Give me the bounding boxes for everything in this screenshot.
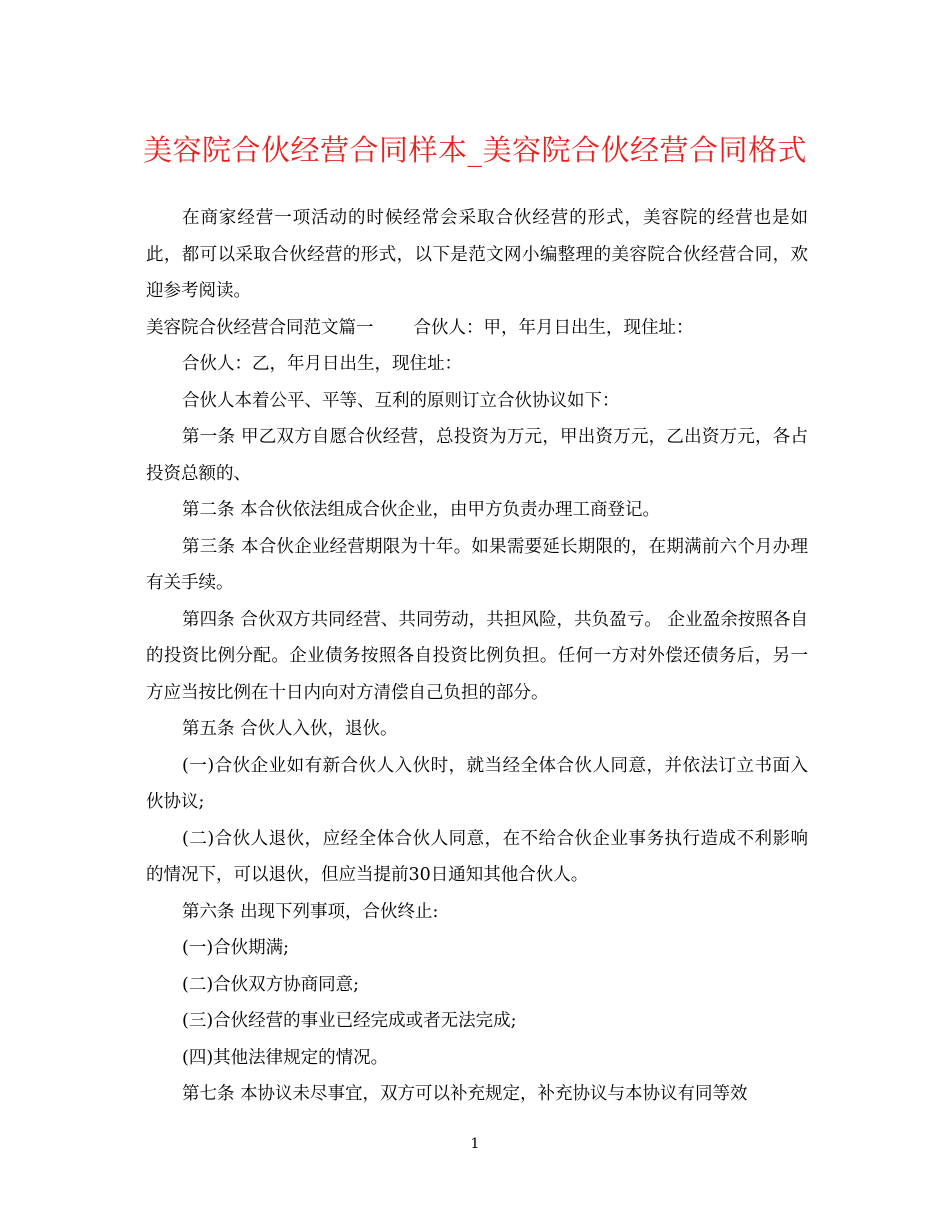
- document-title: 美容院合伙经营合同样本_美容院合伙经营合同格式: [142, 133, 807, 167]
- partner-b-line: 合伙人：乙，年月日出生，现住址：: [182, 354, 462, 374]
- article-5: 第五条 合伙人入伙，退伙。: [182, 719, 398, 739]
- article-5-item-2: (二)合伙人退伙，应经全体合伙人同意，在不给合伙企业事务执行造成不利影响的情况下，可以退伙，但应当提前30日通知其他合伙人。: [146, 828, 808, 885]
- page-number: 1: [470, 1136, 480, 1152]
- article-1: 第一条 甲乙双方自愿合伙经营，总投资为万元，甲出资万元，乙出资万元，各占投资总额的、: [146, 427, 808, 484]
- section-heading: 美容院合伙经营合同范文篇一: [146, 317, 374, 338]
- document-body: [146, 200, 808, 1113]
- intro-paragraph: 在商家经营一项活动的时候经常会采取合伙经营的形式，美容院的经营也是如此，都可以采取合伙经营的形式，以下是范文网小编整理的美容院合伙经营合同，欢迎参考阅读。: [146, 208, 808, 301]
- article-6-item-3: (三)合伙经营的事业已经完成或者无法完成;: [182, 1011, 517, 1031]
- partner-a-line: 合伙人：甲，年月日出生，现住址：: [413, 317, 694, 338]
- article-6-item-1: (一)合伙期满;: [182, 938, 290, 958]
- article-6-item-4: (四)其他法律规定的情况。: [182, 1047, 389, 1068]
- preamble-paragraph: 合伙人本着公平、平等、互利的原则订立合伙协议如下：: [182, 390, 620, 411]
- article-3: 第三条 本合伙企业经营期限为十年。如果需要延长期限的，在期满前六个月办理有关手续。: [146, 536, 808, 593]
- article-6: 第六条 出现下列事项，合伙终止:: [182, 901, 439, 922]
- article-6-item-2: (二)合伙双方协商同意;: [182, 974, 360, 995]
- article-7: 第七条 本协议未尽事宜，双方可以补充规定，补充协议与本协议有同等效: [182, 1084, 748, 1104]
- article-2: 第二条 本合伙依法组成合伙企业，由甲方负责办理工商登记。: [182, 500, 661, 520]
- article-5-item-1: (一)合伙企业如有新合伙人入伙时，就当经全体合伙人同意，并依法订立书面入伙协议;: [146, 755, 808, 812]
- article-4: 第四条 合伙双方共同经营、共同劳动，共担风险，共负盈亏。 企业盈余按照各自的投资比例分配。企业债务按照各自投资比例负担。任何一方对外偿还债务后，另一方应当按比例在十日内向对方清偿自己负担的部分。: [146, 609, 808, 703]
- section-heading-line: [146, 310, 808, 347]
